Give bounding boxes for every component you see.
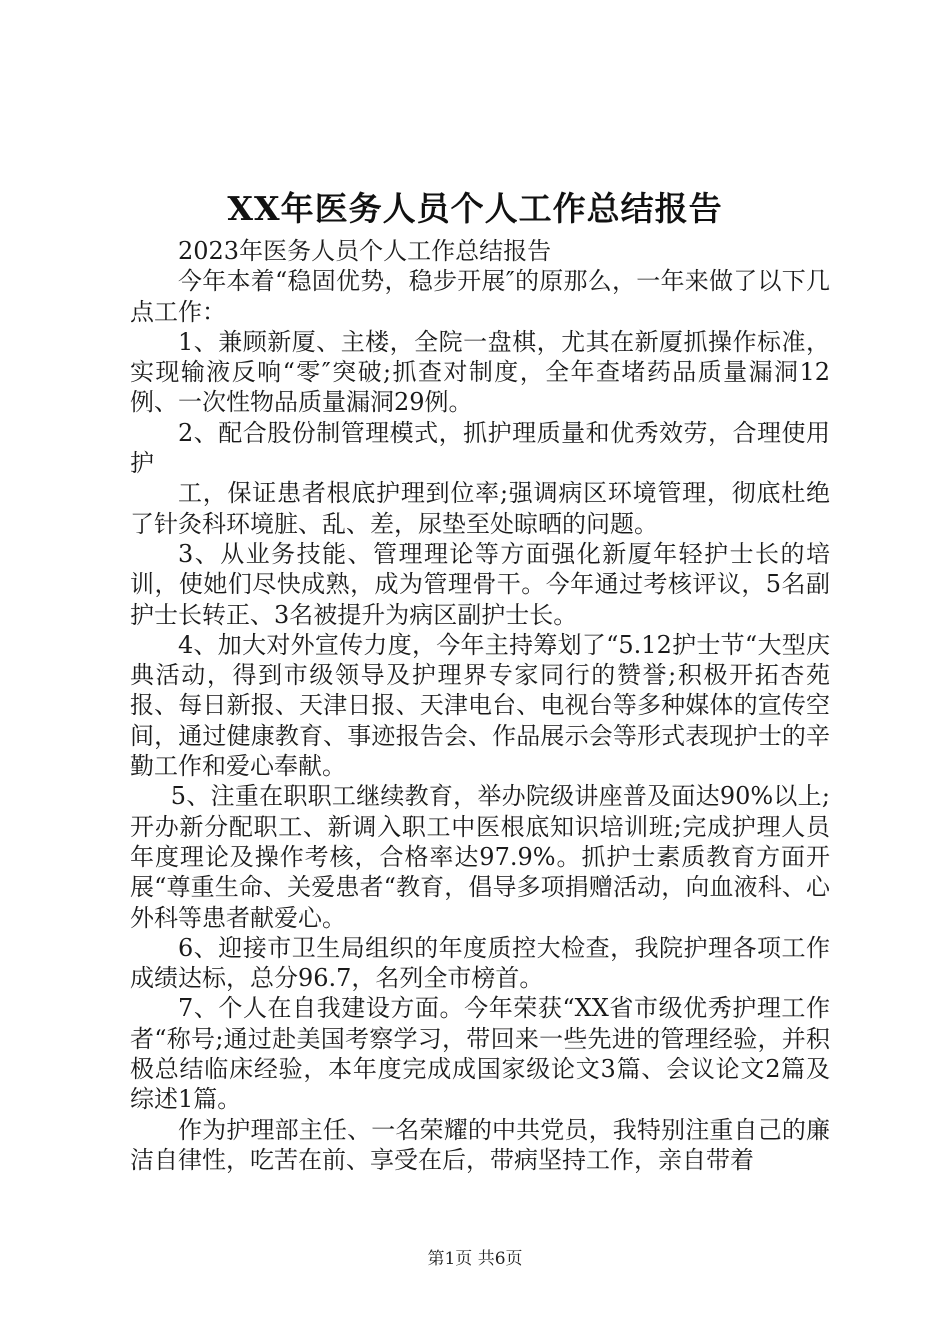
paragraph-subtitle: 2023年医务人员个人工作总结报告 <box>178 237 552 265</box>
paragraph-closing: 作为护理部主任、一名荣耀的中共党员，我特别注重自己的廉洁自律性，吃苦在前、享受在后，带病坚持工作，亲自带着 <box>130 1115 830 1174</box>
document-title: XX年医务人员个人工作总结报告 <box>227 189 723 228</box>
paragraph-item-1: 1、兼顾新厦、主楼，全院一盘棋，尤其在新厦抓操作标准，实现输液反响“零″突破;抓查对制度，全年查堵药品质量漏洞12例、一次性物品质量漏洞29例。 <box>130 327 830 417</box>
paragraph-item-2: 2、配合股份制管理模式，抓护理质量和优秀效劳，合理使用护 <box>130 418 830 478</box>
paragraph-item-2-continued: 工，保证患者根底护理到位率;强调病区环境管理，彻底杜绝了针灸科环境脏、乱、差，尿垫至处晾晒的问题。 <box>130 479 830 538</box>
paragraph-item-6: 6、迎接市卫生局组织的年度质控大检查，我院护理各项工作成绩达标，总分96.7，名列全市榜首。 <box>130 933 830 993</box>
paragraph-item-5: 5、注重在职职工继续教育，举办院级讲座普及面达90%以上;开办新分配职工、新调入职工中医根底知识培训班;完成护理人员年度理论及操作考核，合格率达97.9%。抓护士素质教育方面开展“尊重生命、关爱患者“教育，倡导多项捐赠活动，向血液科、心外科等患者献爱心。 <box>130 782 830 932</box>
paragraph-intro: 今年本着“稳固优势，稳步开展″的原那么，一年来做了以下几点工作： <box>130 267 830 326</box>
paragraph-item-4: 4、加大对外宣传力度，今年主持筹划了“5.12护士节“大型庆典活动，得到市级领导及护理界专家同行的赞誉;积极开拓杏苑报、每日新报、天津日报、天津电台、电视台等多种媒体的宣传空间，通过健康教育、事迹报告会、作品展示会等形式表现护士的辛勤工作和爱心奉献。 <box>130 630 830 781</box>
page-footer: 第1页 共6页 <box>427 1249 523 1269</box>
paragraph-item-3: 3、从业务技能、管理理论等方面强化新厦年轻护士长的培训，使她们尽快成熟，成为管理骨干。今年通过考核评议，5名副护士长转正、3名被提升为病区副护士长。 <box>130 539 830 629</box>
paragraph-item-7: 7、个人在自我建设方面。今年荣获“XX省市级优秀护理工作者“称号;通过赴美国考察学习，带回来一些先进的管理经验，并积极总结临床经验，本年度完成成国家级论文3篇、会议论文2篇及综述1篇。 <box>130 994 830 1114</box>
document-body <box>130 236 830 1175</box>
